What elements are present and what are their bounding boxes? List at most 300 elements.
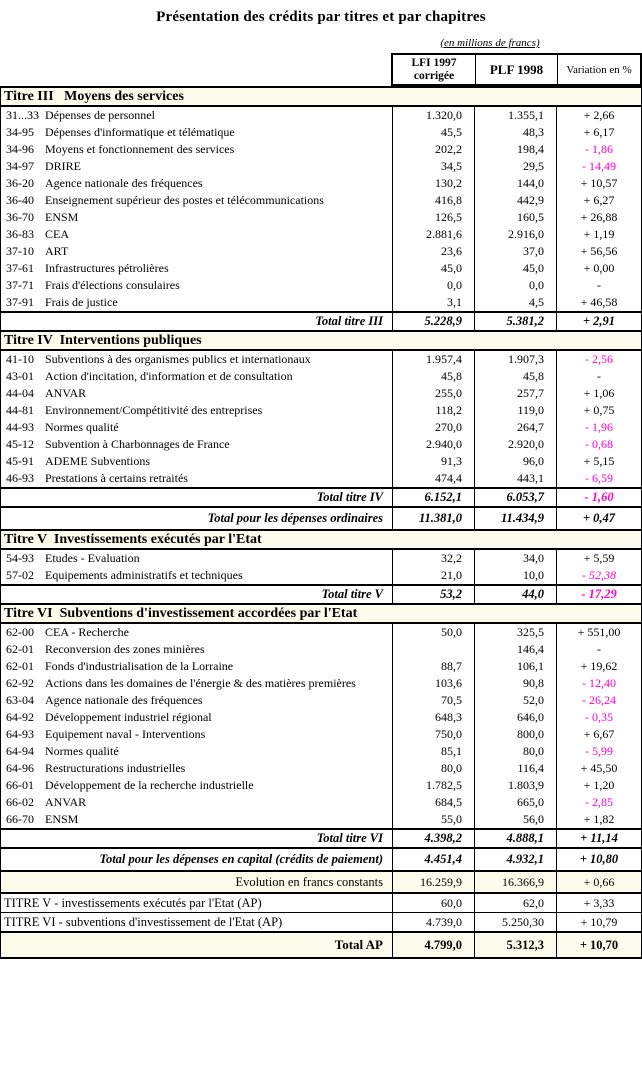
value-plf: 10,0 bbox=[474, 567, 556, 584]
row-label: TITRE V - investissements exécutés par l'Etat (AP) bbox=[4, 895, 262, 910]
value-lfi: 60,0 bbox=[392, 894, 474, 912]
chapter-code: 46-93 bbox=[6, 471, 34, 485]
row-label-cell bbox=[1, 830, 392, 847]
chapter-code: 34-95 bbox=[6, 125, 34, 139]
value-variation: + 2,91 bbox=[556, 313, 641, 330]
row-label-cell bbox=[1, 351, 392, 368]
chapter-label: Action d'incitation, d'information et de consultation bbox=[45, 369, 293, 383]
value-lfi: 750,0 bbox=[392, 726, 474, 743]
value-plf: 160,5 bbox=[474, 209, 556, 226]
value-plf: 106,1 bbox=[474, 658, 556, 675]
chapter-row bbox=[1, 692, 641, 709]
value-lfi: 50,0 bbox=[392, 624, 474, 641]
chapter-label: Moyens et fonctionnement des services bbox=[45, 142, 235, 156]
row-label-cell bbox=[1, 849, 392, 870]
value-plf: 45,0 bbox=[474, 260, 556, 277]
value-variation: + 0,00 bbox=[556, 260, 641, 277]
value-variation: - 5,99 bbox=[556, 743, 641, 760]
value-plf: 80,0 bbox=[474, 743, 556, 760]
chapter-label: Fonds d'industrialisation de la Lorraine bbox=[45, 659, 234, 673]
row-label-cell bbox=[1, 794, 392, 811]
value-lfi: 45,5 bbox=[392, 124, 474, 141]
chapter-code: 57-02 bbox=[6, 568, 34, 582]
value-plf: 37,0 bbox=[474, 243, 556, 260]
col-header-variation bbox=[557, 55, 640, 84]
chapter-label: Normes qualité bbox=[45, 420, 119, 434]
chapter-row bbox=[1, 624, 641, 641]
value-variation: + 10,70 bbox=[556, 933, 641, 957]
row-label: Total titre VI bbox=[316, 831, 383, 845]
value-variation: + 6,27 bbox=[556, 192, 641, 209]
value-variation: + 5,59 bbox=[556, 550, 641, 567]
section-band-label: Titre III Moyens des services bbox=[4, 88, 184, 104]
row-label-cell bbox=[1, 470, 392, 487]
chapter-code: 54-93 bbox=[6, 551, 34, 565]
row-label-cell bbox=[1, 209, 392, 226]
row-label-cell bbox=[1, 811, 392, 828]
chapter-code: 62-01 bbox=[6, 642, 34, 656]
value-lfi: 45,8 bbox=[392, 368, 474, 385]
row-label: Total AP bbox=[334, 937, 383, 952]
row-label-cell bbox=[1, 894, 392, 912]
value-plf: 56,0 bbox=[474, 811, 556, 828]
chapter-code: 37-10 bbox=[6, 244, 34, 258]
chapter-label: Equipements administratifs et techniques bbox=[45, 568, 243, 582]
value-plf: 198,4 bbox=[474, 141, 556, 158]
chapter-label: Frais de justice bbox=[45, 295, 118, 309]
row-label: Total titre V bbox=[321, 587, 383, 601]
col-header-plf-label: PLF 1998 bbox=[489, 61, 544, 77]
chapter-row bbox=[1, 158, 641, 175]
value-lfi: 4.398,2 bbox=[392, 830, 474, 847]
value-plf: 62,0 bbox=[474, 894, 556, 912]
value-plf: 443,1 bbox=[474, 470, 556, 487]
chapter-row bbox=[1, 726, 641, 743]
total-row bbox=[1, 311, 641, 332]
value-variation: + 6,17 bbox=[556, 124, 641, 141]
value-plf: 5.312,3 bbox=[474, 933, 556, 957]
chapter-row bbox=[1, 141, 641, 158]
row-label: Total titre III bbox=[315, 314, 383, 328]
value-plf: 16.366,9 bbox=[474, 872, 556, 892]
chapter-label: Actions dans les domaines de l'énergie & des matières premières bbox=[45, 676, 356, 690]
row-label-cell bbox=[1, 567, 392, 584]
value-plf: 1.355,1 bbox=[474, 107, 556, 124]
section-band-label: Titre VI Subventions d'investissement accordées par l'Etat bbox=[4, 605, 358, 621]
chapter-code: 62-92 bbox=[6, 676, 34, 690]
chapter-code: 31...33 bbox=[6, 108, 39, 122]
value-variation: + 46,58 bbox=[556, 294, 641, 311]
row-label-cell bbox=[1, 158, 392, 175]
row-label-cell bbox=[1, 175, 392, 192]
chapter-label: Agence nationale des fréquences bbox=[45, 693, 203, 707]
chapter-code: 37-91 bbox=[6, 295, 34, 309]
row-label-cell bbox=[1, 453, 392, 470]
chapter-code: 36-40 bbox=[6, 193, 34, 207]
chapter-code: 62-00 bbox=[6, 625, 34, 639]
value-lfi: 0,0 bbox=[392, 277, 474, 294]
value-lfi: 130,2 bbox=[392, 175, 474, 192]
chapter-row bbox=[1, 294, 641, 311]
chapter-label: Subvention à Charbonnages de France bbox=[45, 437, 230, 451]
row-label-cell bbox=[1, 726, 392, 743]
value-lfi: 11.381,0 bbox=[392, 508, 474, 529]
row-label-cell bbox=[1, 385, 392, 402]
value-variation: + 0,47 bbox=[556, 508, 641, 529]
value-plf: 119,0 bbox=[474, 402, 556, 419]
chapter-row bbox=[1, 243, 641, 260]
value-variation: + 551,00 bbox=[556, 624, 641, 641]
value-lfi: 684,5 bbox=[392, 794, 474, 811]
value-plf: 44,0 bbox=[474, 586, 556, 603]
value-plf: 5.250,30 bbox=[474, 913, 556, 931]
value-plf: 29,5 bbox=[474, 158, 556, 175]
row-label-cell bbox=[1, 709, 392, 726]
value-variation: - 14,49 bbox=[556, 158, 641, 175]
value-variation: + 6,67 bbox=[556, 726, 641, 743]
chapter-label: Etudes - Evaluation bbox=[45, 551, 140, 565]
chapter-code: 37-71 bbox=[6, 278, 34, 292]
chapter-label: Dépenses de personnel bbox=[45, 108, 155, 122]
chapter-code: 36-20 bbox=[6, 176, 34, 190]
chapter-label: Reconversion des zones minières bbox=[45, 642, 205, 656]
budget-table bbox=[0, 86, 642, 959]
value-lfi: 6.152,1 bbox=[392, 489, 474, 506]
row-label-cell bbox=[1, 243, 392, 260]
row-label-cell bbox=[1, 933, 392, 957]
value-variation: - 12,40 bbox=[556, 675, 641, 692]
value-variation: + 10,80 bbox=[556, 849, 641, 870]
value-lfi: 1.320,0 bbox=[392, 107, 474, 124]
chapter-label: Normes qualité bbox=[45, 744, 119, 758]
row-label-cell bbox=[1, 402, 392, 419]
chapter-row bbox=[1, 777, 641, 794]
row-label-cell bbox=[1, 641, 392, 658]
value-plf: 11.434,9 bbox=[474, 508, 556, 529]
section-band-label: Titre IV Interventions publiques bbox=[4, 332, 202, 348]
chapter-label: Développement industriel régional bbox=[45, 710, 212, 724]
col-header-lfi bbox=[393, 55, 475, 84]
value-variation: + 11,14 bbox=[556, 830, 641, 847]
chapter-code: 36-70 bbox=[6, 210, 34, 224]
chapter-code: 44-93 bbox=[6, 420, 34, 434]
chapter-code: 66-02 bbox=[6, 795, 34, 809]
chapter-label: Restructurations industrielles bbox=[45, 761, 186, 775]
value-plf: 4,5 bbox=[474, 294, 556, 311]
value-lfi: 3,1 bbox=[392, 294, 474, 311]
row-label-cell bbox=[1, 508, 392, 529]
row-label-cell bbox=[1, 107, 392, 124]
row-label-cell bbox=[1, 124, 392, 141]
section-band bbox=[1, 88, 641, 107]
value-plf: 442,9 bbox=[474, 192, 556, 209]
row-label-cell bbox=[1, 550, 392, 567]
row-label: Total pour les dépenses ordinaires bbox=[207, 511, 383, 525]
value-lfi: 648,3 bbox=[392, 709, 474, 726]
ap-row bbox=[1, 913, 641, 932]
chapter-label: Infrastructures pétrolières bbox=[45, 261, 169, 275]
row-label: Evolution en francs constants bbox=[235, 874, 383, 889]
row-label-cell bbox=[1, 419, 392, 436]
value-plf: 144,0 bbox=[474, 175, 556, 192]
row-label-cell bbox=[1, 913, 392, 931]
value-plf: 90,8 bbox=[474, 675, 556, 692]
chapter-label: ANVAR bbox=[45, 795, 87, 809]
chapter-label: CEA bbox=[45, 227, 69, 241]
value-lfi: 45,0 bbox=[392, 260, 474, 277]
chapter-row bbox=[1, 470, 641, 487]
chapter-code: 44-81 bbox=[6, 403, 34, 417]
chapter-row bbox=[1, 675, 641, 692]
chapter-row bbox=[1, 658, 641, 675]
row-label-cell bbox=[1, 192, 392, 209]
value-variation: + 3,33 bbox=[556, 894, 641, 912]
value-lfi: 255,0 bbox=[392, 385, 474, 402]
row-label-cell bbox=[1, 260, 392, 277]
row-label: Total titre IV bbox=[316, 490, 383, 504]
row-label-cell bbox=[1, 586, 392, 603]
chapter-label: ANVAR bbox=[45, 386, 87, 400]
chapter-row bbox=[1, 277, 641, 294]
row-label-cell bbox=[1, 294, 392, 311]
chapter-row bbox=[1, 436, 641, 453]
value-lfi: 70,5 bbox=[392, 692, 474, 709]
value-variation: + 45,50 bbox=[556, 760, 641, 777]
value-lfi: 34,5 bbox=[392, 158, 474, 175]
chapter-code: 62-01 bbox=[6, 659, 34, 673]
value-variation: - 0,35 bbox=[556, 709, 641, 726]
value-plf: 116,4 bbox=[474, 760, 556, 777]
value-variation: - 0,68 bbox=[556, 436, 641, 453]
row-label-cell bbox=[1, 658, 392, 675]
chapter-label: Frais d'élections consulaires bbox=[45, 278, 180, 292]
row-label-cell bbox=[1, 436, 392, 453]
chapter-code: 45-91 bbox=[6, 454, 34, 468]
value-lfi: 23,6 bbox=[392, 243, 474, 260]
row-label-cell bbox=[1, 692, 392, 709]
value-lfi: 32,2 bbox=[392, 550, 474, 567]
totalap-row bbox=[1, 932, 641, 957]
chapter-code: 66-01 bbox=[6, 778, 34, 792]
chapter-row bbox=[1, 641, 641, 658]
value-variation: + 1,19 bbox=[556, 226, 641, 243]
row-label-cell bbox=[1, 489, 392, 506]
value-variation: + 26,88 bbox=[556, 209, 641, 226]
chapter-row bbox=[1, 368, 641, 385]
chapter-row bbox=[1, 260, 641, 277]
value-lfi: 16.259,9 bbox=[392, 872, 474, 892]
chapter-row bbox=[1, 811, 641, 828]
chapter-row bbox=[1, 743, 641, 760]
value-lfi: 126,5 bbox=[392, 209, 474, 226]
value-lfi: 21,0 bbox=[392, 567, 474, 584]
chapter-label: CEA - Recherche bbox=[45, 625, 129, 639]
chapter-row bbox=[1, 402, 641, 419]
value-lfi: 5.228,9 bbox=[392, 313, 474, 330]
chapter-row bbox=[1, 351, 641, 368]
col-header-lfi-line1: LFI 1997 bbox=[411, 56, 457, 69]
value-variation: + 1,06 bbox=[556, 385, 641, 402]
value-plf: 257,7 bbox=[474, 385, 556, 402]
chapter-code: 64-94 bbox=[6, 744, 34, 758]
value-plf: 1.907,3 bbox=[474, 351, 556, 368]
chapter-label: ART bbox=[45, 244, 69, 258]
row-label-cell bbox=[1, 368, 392, 385]
chapter-code: 34-96 bbox=[6, 142, 34, 156]
chapter-row bbox=[1, 550, 641, 567]
value-lfi: 416,8 bbox=[392, 192, 474, 209]
value-variation: + 10,79 bbox=[556, 913, 641, 931]
value-plf: 2.916,0 bbox=[474, 226, 556, 243]
section-band-label: Titre V Investissements exécutés par l'Etat bbox=[4, 531, 262, 547]
grand-row bbox=[1, 849, 641, 872]
value-variation: + 19,62 bbox=[556, 658, 641, 675]
value-lfi: 53,2 bbox=[392, 586, 474, 603]
chapter-row bbox=[1, 175, 641, 192]
value-variation: - bbox=[556, 641, 641, 658]
value-variation: - 1,96 bbox=[556, 419, 641, 436]
ap-row bbox=[1, 894, 641, 913]
chapter-code: 63-04 bbox=[6, 693, 34, 707]
value-variation: - 52,38 bbox=[556, 567, 641, 584]
row-label-cell bbox=[1, 675, 392, 692]
value-lfi: 88,7 bbox=[392, 658, 474, 675]
chapter-code: 43-01 bbox=[6, 369, 34, 383]
chapter-row bbox=[1, 709, 641, 726]
chapter-label: Environnement/Compétitivité des entreprises bbox=[45, 403, 263, 417]
total-row bbox=[1, 584, 641, 605]
row-label: Total pour les dépenses en capital (crédits de paiement) bbox=[99, 852, 383, 866]
chapter-code: 45-12 bbox=[6, 437, 34, 451]
chapter-code: 34-97 bbox=[6, 159, 34, 173]
chapter-row bbox=[1, 419, 641, 436]
value-plf: 0,0 bbox=[474, 277, 556, 294]
value-lfi: 4.739,0 bbox=[392, 913, 474, 931]
chapter-label: ENSM bbox=[45, 210, 79, 224]
value-variation: + 10,57 bbox=[556, 175, 641, 192]
value-lfi: 4.799,0 bbox=[392, 933, 474, 957]
value-lfi: 85,1 bbox=[392, 743, 474, 760]
value-plf: 646,0 bbox=[474, 709, 556, 726]
row-label: TITRE VI - subventions d'investissement de l'Etat (AP) bbox=[4, 914, 283, 929]
chapter-row bbox=[1, 794, 641, 811]
chapter-row bbox=[1, 385, 641, 402]
page-title: Présentation des crédits par titres et par chapitres bbox=[156, 9, 486, 25]
chapter-code: 64-96 bbox=[6, 761, 34, 775]
col-header-variation-label: Variation en % bbox=[566, 63, 632, 76]
value-lfi: 2.940,0 bbox=[392, 436, 474, 453]
chapter-row bbox=[1, 760, 641, 777]
row-label-cell bbox=[1, 760, 392, 777]
value-plf: 5.381,2 bbox=[474, 313, 556, 330]
value-lfi: 103,6 bbox=[392, 675, 474, 692]
column-header bbox=[391, 53, 642, 86]
section-band bbox=[1, 332, 641, 351]
chapter-code: 37-61 bbox=[6, 261, 34, 275]
row-label-cell bbox=[1, 624, 392, 641]
value-lfi: 474,4 bbox=[392, 470, 474, 487]
value-plf: 48,3 bbox=[474, 124, 556, 141]
value-lfi: 1.782,5 bbox=[392, 777, 474, 794]
value-variation: + 0,75 bbox=[556, 402, 641, 419]
value-variation: - 1,60 bbox=[556, 489, 641, 506]
budget-table-rows bbox=[1, 88, 641, 957]
value-lfi: 270,0 bbox=[392, 419, 474, 436]
chapter-code: 36-83 bbox=[6, 227, 34, 241]
chapter-code: 64-92 bbox=[6, 710, 34, 724]
value-plf: 665,0 bbox=[474, 794, 556, 811]
value-lfi: 55,0 bbox=[392, 811, 474, 828]
chapter-label: ENSM bbox=[45, 812, 79, 826]
value-variation: - bbox=[556, 368, 641, 385]
chapter-label: Agence nationale des fréquences bbox=[45, 176, 203, 190]
value-plf: 4.932,1 bbox=[474, 849, 556, 870]
total-row bbox=[1, 487, 641, 508]
row-label-cell bbox=[1, 141, 392, 158]
value-plf: 2.920,0 bbox=[474, 436, 556, 453]
value-variation: + 1,20 bbox=[556, 777, 641, 794]
chapter-code: 64-93 bbox=[6, 727, 34, 741]
chapter-label: Développement de la recherche industrielle bbox=[45, 778, 254, 792]
evolution-row bbox=[1, 872, 641, 894]
chapter-row bbox=[1, 124, 641, 141]
chapter-code: 41-10 bbox=[6, 352, 34, 366]
grand-row bbox=[1, 508, 641, 531]
chapter-row bbox=[1, 453, 641, 470]
chapter-label: Enseignement supérieur des postes et télécommunications bbox=[45, 193, 324, 207]
total-row bbox=[1, 828, 641, 849]
value-plf: 96,0 bbox=[474, 453, 556, 470]
row-label-cell bbox=[1, 277, 392, 294]
chapter-label: Dépenses d'informatique et télématique bbox=[45, 125, 235, 139]
row-label-cell bbox=[1, 777, 392, 794]
value-lfi: 80,0 bbox=[392, 760, 474, 777]
value-plf: 4.888,1 bbox=[474, 830, 556, 847]
value-variation: - 2,85 bbox=[556, 794, 641, 811]
chapter-label: ADEME Subventions bbox=[45, 454, 150, 468]
chapter-code: 66-70 bbox=[6, 812, 34, 826]
chapter-row bbox=[1, 567, 641, 584]
value-variation: + 56,56 bbox=[556, 243, 641, 260]
value-plf: 264,7 bbox=[474, 419, 556, 436]
section-band bbox=[1, 605, 641, 624]
chapter-label: DRIRE bbox=[45, 159, 81, 173]
value-variation: + 5,15 bbox=[556, 453, 641, 470]
chapter-label: Prestations à certains retraités bbox=[45, 471, 188, 485]
value-variation: - 6,59 bbox=[556, 470, 641, 487]
value-variation: - 1,86 bbox=[556, 141, 641, 158]
value-variation: - 2,56 bbox=[556, 351, 641, 368]
row-label-cell bbox=[1, 743, 392, 760]
value-lfi: 4.451,4 bbox=[392, 849, 474, 870]
value-variation: - 26,24 bbox=[556, 692, 641, 709]
value-lfi: 91,3 bbox=[392, 453, 474, 470]
value-plf: 52,0 bbox=[474, 692, 556, 709]
value-lfi: 1.957,4 bbox=[392, 351, 474, 368]
value-variation: + 1,82 bbox=[556, 811, 641, 828]
value-lfi: 2.881,6 bbox=[392, 226, 474, 243]
chapter-label: Equipement naval - Interventions bbox=[45, 727, 206, 741]
value-plf: 34,0 bbox=[474, 550, 556, 567]
value-variation: + 2,66 bbox=[556, 107, 641, 124]
chapter-row bbox=[1, 192, 641, 209]
chapter-row bbox=[1, 107, 641, 124]
value-plf: 325,5 bbox=[474, 624, 556, 641]
value-plf: 45,8 bbox=[474, 368, 556, 385]
value-variation: - 17,29 bbox=[556, 586, 641, 603]
chapter-code: 44-04 bbox=[6, 386, 34, 400]
chapter-label: Subventions à des organismes publics et internationaux bbox=[45, 352, 311, 366]
